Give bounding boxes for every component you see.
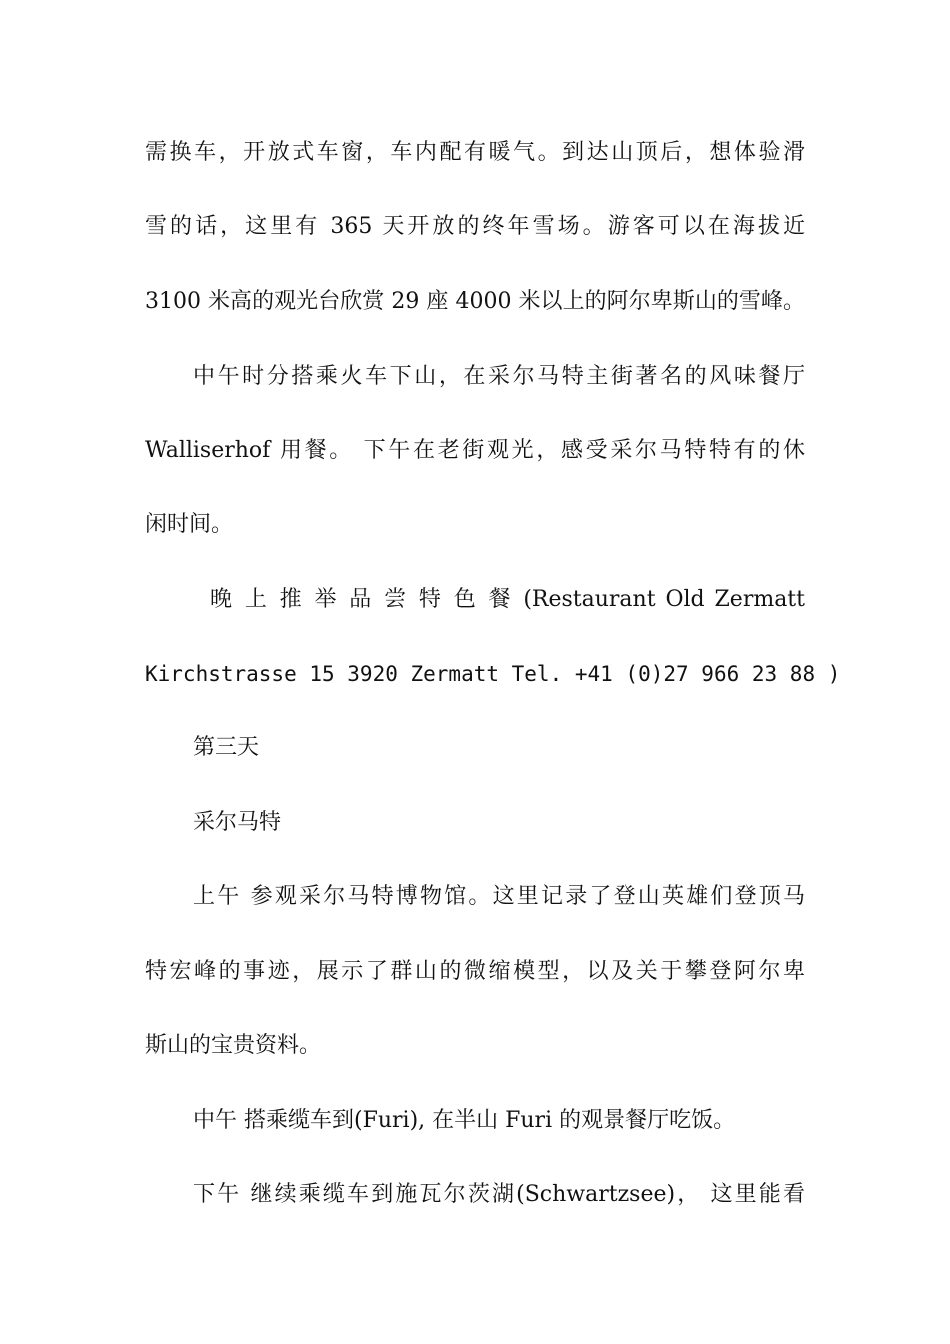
text-line-1: 需换车，开放式车窗，车内配有暖气。到达山顶后，想体验滑: [145, 140, 805, 165]
text-line-5: Walliserhof 用餐。 下午在老街观光，感受采尔马特特有的休: [145, 438, 805, 463]
text-line-4: 中午时分搭乘火车下山，在采尔马特主街著名的风味餐厅: [193, 364, 805, 389]
text-line-14: 中午 搭乘缆车到(Furi), 在半山 Furi 的观景餐厅吃饭。: [193, 1108, 736, 1133]
text-line-7: 晚 上 推 举 品 尝 特 色 餐 (Restaurant Old Zermatt: [210, 587, 805, 612]
text-line-12: 特宏峰的事迹，展示了群山的微缩模型，以及关于攀登阿尔卑: [145, 959, 805, 984]
location-heading-zermatt: 采尔马特: [193, 810, 282, 835]
text-line-13: 斯山的宝贵资料。: [145, 1033, 322, 1058]
text-line-6: 闲时间。: [145, 512, 234, 537]
text-line-2: 雪的话，这里有 365 天开放的终年雪场。游客可以在海拔近: [145, 214, 805, 239]
text-line-15: 下午 继续乘缆车到施瓦尔茨湖(Schwartzsee)， 这里能看: [193, 1182, 805, 1207]
text-line-8: Kirchstrasse 15 3920 Zermatt Tel. +41 (0)27 966 23 88 ): [145, 662, 841, 686]
section-heading-day3: 第三天: [193, 735, 260, 760]
text-line-3: 3100 米高的观光台欣赏 29 座 4000 米以上的阿尔卑斯山的雪峰。: [145, 289, 805, 314]
text-line-11: 上午 参观采尔马特博物馆。这里记录了登山英雄们登顶马: [193, 884, 805, 909]
